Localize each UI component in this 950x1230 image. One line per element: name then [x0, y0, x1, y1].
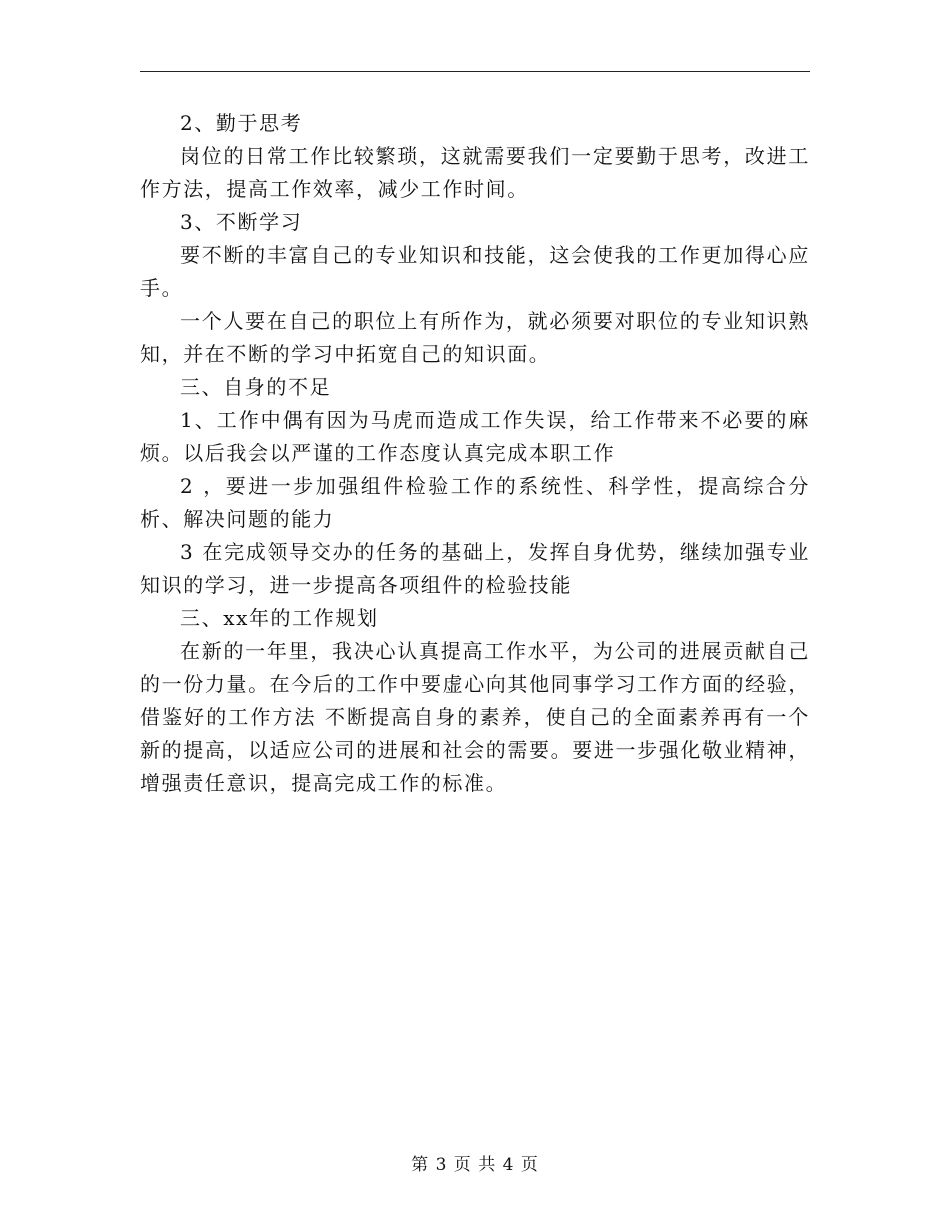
paragraph-work-plan: 在新的一年里，我决心认真提高工作水平，为公司的进展贡献自己的一份力量。在今后的工作中要虚心向其他同事学习工作方面的经验，借鉴好的工作方法 不断提高自身的素养，使自己的全面素养再有一个新的提高，以适应公司的进展和社会的需要。要进一步强化敬业精神，增强责任意识，提高完成工作的标准。 [140, 639, 810, 795]
shortcoming-item-2: 2 ，要进一步加强组件检验工作的系统性、科学性，提高综合分析、解决问题的能力 [140, 474, 810, 531]
heading-shortcomings: 三、自身的不足 [180, 375, 332, 399]
heading-think-diligently: 2、勤于思考 [180, 111, 303, 135]
paragraph-think-diligently: 岗位的日常工作比较繁琐，这就需要我们一定要勤于思考，改进工作方法，提高工作效率，减少工作时间。 [140, 144, 810, 201]
paragraph-keep-learning: 要不断的丰富自己的专业知识和技能，这会使我的工作更加得心应手。 [140, 243, 810, 300]
shortcoming-item-3: 3 在完成领导交办的任务的基础上，发挥自身优势，继续加强专业知识的学习，进一步提高各项组件的检验技能 [140, 540, 810, 597]
document-body [140, 107, 810, 800]
paragraph-professional-knowledge: 一个人要在自己的职位上有所作为，就必须要对职位的专业知识熟知，并在不断的学习中拓宽自己的知识面。 [140, 309, 810, 366]
page-footer [0, 1154, 950, 1176]
page-number: 第 3 页 共 4 页 [411, 1155, 539, 1175]
heading-keep-learning: 3、不断学习 [180, 210, 303, 234]
shortcoming-item-1: 1、工作中偶有因为马虎而造成工作失误，给工作带来不必要的麻烦。以后我会以严谨的工作态度认真完成本职工作 [140, 408, 810, 465]
header-divider [140, 71, 810, 72]
heading-work-plan: 三、xx年的工作规划 [180, 606, 379, 630]
